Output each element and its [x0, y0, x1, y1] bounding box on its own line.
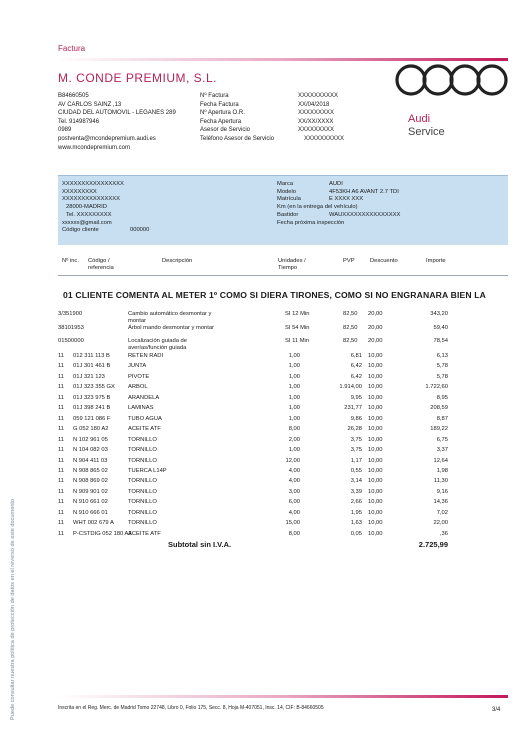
part-amount: 8,87 [436, 416, 448, 422]
part-inc: 11 [58, 363, 65, 369]
labour-description: Localización guiada de [128, 338, 187, 344]
part-pvp: 3,39 [350, 489, 362, 495]
part-amount: 12,64 [433, 458, 448, 464]
part-discount: 10,00 [368, 405, 383, 411]
part-code: 059 121 086 F [73, 416, 111, 422]
column-header-units: Unidades / Tiempo [278, 258, 306, 271]
meta-invoice-number: Nº Factura XXXXXXXXXX [200, 93, 339, 99]
client-name: XXXXXXXXXXXXXXXX [62, 181, 124, 187]
part-description: TUERCA L14P [128, 468, 167, 474]
dealer-email: postventa@mcondepremium.audi.es [58, 135, 156, 142]
client-info [62, 181, 149, 235]
part-pvp: 1.914,00 [339, 384, 362, 390]
vehicle-next-inspection: Fecha próxima inspección [277, 219, 345, 226]
part-description: ACEITE ATF [128, 531, 161, 537]
column-header-discount: Descuento [370, 258, 398, 264]
part-amount: 3,37 [436, 447, 448, 453]
part-units: 1,00 [288, 363, 300, 369]
client-email: xxxxxx@gmail.com [62, 219, 112, 226]
part-amount: 7,02 [436, 510, 448, 516]
part-description: TORNILLO [128, 510, 157, 516]
part-code: 01J 301 461 B [73, 363, 111, 369]
part-pvp: 1,17 [350, 458, 362, 464]
part-discount: 10,00 [368, 395, 383, 401]
part-description: RETEN RADI [128, 353, 164, 359]
part-code: N 910 666 01 [73, 510, 108, 516]
part-code: 01J 321 123 [73, 374, 105, 380]
part-inc: 11 [58, 468, 65, 474]
part-discount: 10,00 [368, 510, 383, 516]
part-discount: 10,00 [368, 531, 383, 537]
dealer-code: 0989 [58, 127, 72, 134]
part-units: 1,00 [288, 416, 300, 422]
part-description: TORNILLO [128, 447, 157, 453]
part-description: ARANDELA [128, 395, 160, 401]
dealer-phone: Tel. 914987946 [58, 118, 100, 125]
part-inc: 11 [58, 499, 65, 505]
part-units: 4,00 [288, 478, 300, 484]
part-discount: 10,00 [368, 353, 383, 359]
part-amount: 5,78 [436, 363, 448, 369]
labour-pvp: 82,50 [343, 325, 358, 331]
labour-description: Árbol mando desmontar y montar [128, 325, 215, 331]
part-pvp: 3,75 [350, 447, 362, 453]
part-inc: 11 [58, 405, 65, 411]
part-amount: 22,00 [433, 520, 448, 526]
part-inc: 11 [58, 531, 65, 537]
vehicle-model: Modelo 4F53KH A6 AVANT 2.7 TDI [277, 188, 399, 195]
part-units: 1,00 [288, 447, 300, 453]
part-inc: 11 [58, 447, 65, 453]
labour-description-cont: averías/función guiada [128, 345, 187, 351]
part-description: TORNILLO [128, 520, 157, 526]
audi-rings-logo [393, 62, 511, 98]
part-description: TORNILLO [128, 437, 157, 443]
dealer-city: CIUDAD DEL AUTOMOVIL - LEGANES 289 [58, 110, 176, 117]
labour-description: Cambio automático desmontar y [128, 311, 212, 317]
column-header-inc: Nº inc. [62, 258, 79, 264]
logo-audi-text: Audi [408, 113, 431, 125]
part-amount: 1,98 [436, 468, 448, 474]
part-inc: 11 [58, 478, 65, 484]
part-amount: 14,36 [433, 499, 448, 505]
labour-description-cont: montar [128, 318, 147, 324]
client-line-3: XXXXXXXXXXXXXXX [62, 196, 120, 203]
part-discount: 10,00 [368, 478, 383, 484]
part-code: N 102 961 05 [73, 437, 108, 443]
part-code: 01J 323 355 GX [73, 384, 115, 390]
part-units: 1,00 [288, 395, 300, 401]
part-code: N 904 411 03 [73, 458, 108, 464]
part-pvp: 9,86 [350, 416, 362, 422]
part-pvp: 1,63 [350, 520, 362, 526]
column-header-code: Código / referencia [88, 258, 114, 271]
part-units: 12,00 [285, 458, 300, 464]
part-pvp: 3,75 [350, 437, 362, 443]
part-units: 2,00 [288, 437, 300, 443]
meta-advisor-phone: Teléfono Asesor de Servicio XXXXXXXXXX [200, 135, 345, 142]
labour-code: 01500000 [58, 338, 84, 344]
part-units: 1,00 [288, 374, 300, 380]
part-amount: 5,78 [436, 374, 448, 380]
subtotal-value: 2.725,99 [418, 540, 448, 549]
dealer-address: AV CARLOS SAINZ ,13 [58, 101, 122, 108]
registry-footer: Inscrita en el Reg. Merc. de Madrid Tomo 22748, Libro 0, Folio 175, Secc. 8, Hoja M-407051, Insc. 14, CIF: B-84660505 [58, 705, 324, 711]
part-description: TORNILLO [128, 489, 157, 495]
part-code: 01J 398 241 B [73, 405, 111, 411]
part-pvp: 3,14 [350, 478, 362, 484]
page-number: 3/4 [492, 707, 501, 713]
labour-amount: 59,40 [433, 325, 448, 331]
part-amount: 208,59 [430, 405, 448, 411]
part-discount: 10,00 [368, 499, 383, 505]
part-description: LAMINAS [128, 405, 154, 411]
part-code: N 910 661 02 [73, 499, 108, 505]
meta-invoice-date: Fecha Factura XX/04/2018 [200, 101, 330, 108]
part-description: TUBO AGUA [128, 416, 162, 422]
part-code: N 908 865 02 [73, 468, 108, 474]
invoice-meta [200, 92, 344, 144]
labour-units: SI 11 Min [285, 338, 310, 344]
part-units: 1,00 [288, 384, 300, 390]
header-divider [58, 275, 508, 276]
part-amount: 189,22 [430, 426, 448, 432]
labour-code: 38101953 [58, 325, 84, 331]
part-inc: 11 [58, 384, 65, 390]
labour-units: SI 12 Min [285, 311, 310, 317]
part-pvp: 6,42 [350, 374, 362, 380]
top-divider [58, 58, 508, 61]
vehicle-info [277, 181, 400, 227]
part-code: 01J 323 975 B [73, 395, 111, 401]
part-code: P-CSTDIG 052 180 A2 [73, 531, 132, 537]
part-code: G 052 180 A2 [73, 426, 109, 432]
part-pvp: 2,66 [350, 499, 362, 505]
privacy-side-note: Puede consultar nuestra política de protección de datos en el reverso de este documento [10, 498, 16, 720]
client-code-row: Código cliente 000000 [62, 227, 150, 234]
part-inc: 11 [58, 520, 65, 526]
labour-discount: 20,00 [368, 311, 383, 317]
part-inc: 11 [58, 416, 65, 422]
dealer-cif: B84660505 [58, 93, 89, 99]
labour-code: 3/351900 [58, 311, 83, 317]
part-units: 4,00 [288, 468, 300, 474]
part-discount: 10,00 [368, 458, 383, 464]
part-discount: 10,00 [368, 426, 383, 432]
part-pvp: 1,95 [350, 510, 362, 516]
part-discount: 10,00 [368, 374, 383, 380]
vehicle-vin: Bastidor WAUXXXXXXXXXXXXXXX [277, 211, 401, 218]
labour-units: SI 54 Min [285, 325, 310, 331]
part-pvp: 26,28 [347, 426, 362, 432]
part-discount: 10,00 [368, 447, 383, 453]
part-amount: ,36 [439, 531, 448, 537]
part-units: 1,00 [288, 405, 300, 411]
part-units: 8,00 [288, 531, 300, 537]
part-pvp: 231,77 [344, 405, 362, 411]
part-inc: 11 [58, 426, 65, 432]
part-discount: 10,00 [368, 437, 383, 443]
dealer-info [58, 92, 176, 152]
part-amount: 6,13 [436, 353, 448, 359]
part-description: ACEITE ATF [128, 426, 161, 432]
part-code: N 909 901 02 [73, 489, 108, 495]
part-discount: 10,00 [368, 520, 383, 526]
vehicle-km: Km (en la entrega del vehículo) [277, 204, 358, 211]
labour-amount: 343,20 [430, 311, 448, 317]
meta-advisor: Asesor de Servicio XXXXXXXXX [200, 127, 335, 134]
part-discount: 10,00 [368, 384, 383, 390]
part-units: 8,00 [288, 426, 300, 432]
part-pvp: 6,42 [350, 363, 362, 369]
part-amount: 1.722,60 [425, 384, 448, 390]
part-pvp: 6,81 [350, 353, 362, 359]
part-units: 3,00 [288, 489, 300, 495]
part-inc: 11 [58, 510, 65, 516]
client-phone: Tel. XXXXXXXXX [66, 211, 112, 218]
part-description: JUNTA [128, 363, 147, 369]
part-units: 15,00 [285, 520, 300, 526]
part-amount: 6,75 [436, 437, 448, 443]
column-header-description: Descripción [162, 258, 193, 264]
part-description: TORNILLO [128, 478, 157, 484]
part-pvp: 9,95 [350, 395, 362, 401]
company-name: M. CONDE PREMIUM, S.L. [58, 71, 218, 85]
meta-order-number: Nº Apertura O.R. XXXXXXXXX [200, 110, 335, 117]
logo-service-text: Service [408, 126, 445, 138]
labour-pvp: 82,50 [343, 311, 358, 317]
part-amount: 8,95 [436, 395, 448, 401]
part-pvp: 0,55 [350, 468, 362, 474]
part-amount: 11,30 [433, 478, 448, 484]
part-units: 4,00 [288, 510, 300, 516]
labour-discount: 20,00 [368, 338, 383, 344]
vehicle-brand: Marca AUDI [277, 181, 343, 187]
part-discount: 10,00 [368, 468, 383, 474]
part-inc: 11 [58, 458, 65, 464]
column-header-pvp: PVP [343, 258, 355, 264]
part-inc: 11 [58, 489, 65, 495]
document-type-label: Factura [58, 44, 86, 53]
labour-discount: 20,00 [368, 325, 383, 331]
labour-amount: 78,54 [433, 338, 448, 344]
part-inc: 11 [58, 353, 65, 359]
labour-pvp: 82,50 [343, 338, 358, 344]
part-discount: 10,00 [368, 363, 383, 369]
part-inc: 11 [58, 395, 65, 401]
subtotal-label: Subtotal sin I.V.A. [168, 540, 232, 549]
part-units: 1,00 [288, 353, 300, 359]
section-title: 01 CLIENTE COMENTA AL METER 1º COMO SI DIERA TIRONES, COMO SI NO ENGRANARA BIEN LA [63, 290, 487, 300]
client-line-2: XXXXXXXXX [62, 188, 97, 195]
part-code: N 104 082 03 [73, 447, 108, 453]
dealer-website: www.mcondepremium.com [58, 144, 131, 151]
part-inc: 11 [58, 374, 65, 380]
part-description: TORNILLO [128, 458, 157, 464]
part-description: ARBOL [128, 384, 148, 390]
part-code: 012 311 113 B [73, 353, 110, 359]
bottom-divider [58, 695, 508, 698]
part-pvp: 0,05 [350, 531, 362, 537]
client-city: 28000-MADRID [66, 204, 107, 211]
part-units: 6,00 [288, 499, 300, 505]
column-header-amount: Importe [426, 258, 446, 264]
part-code: N 908 869 02 [73, 478, 108, 484]
vehicle-plate: Matrícula E XXXX XXX [277, 196, 364, 203]
meta-order-date: Fecha Apertura XX/XX/XXXX [200, 118, 334, 125]
part-description: PIVOTE [128, 374, 150, 380]
part-inc: 11 [58, 437, 65, 443]
part-discount: 10,00 [368, 489, 383, 495]
part-description: TORNILLO [128, 499, 157, 505]
part-code: WHT 002 679 A [73, 520, 114, 526]
part-amount: 9,16 [436, 489, 448, 495]
part-discount: 10,00 [368, 416, 383, 422]
